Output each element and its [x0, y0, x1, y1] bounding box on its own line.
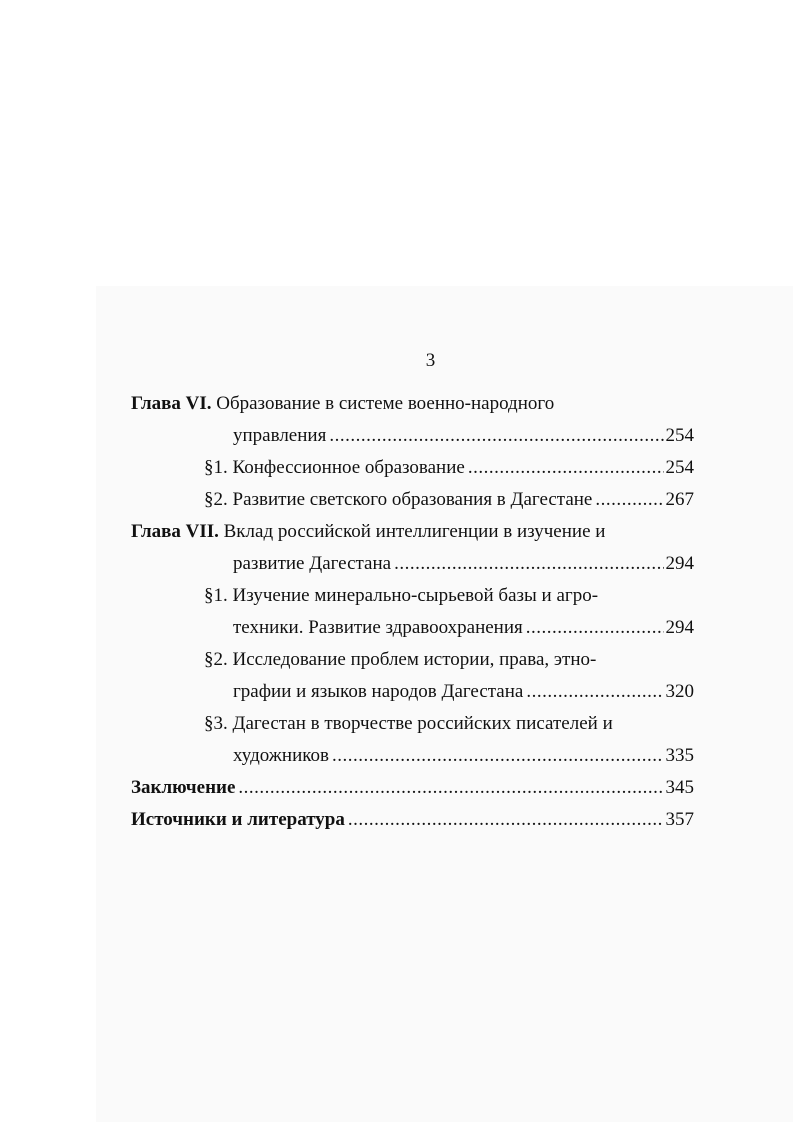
leader-dots: [329, 420, 663, 452]
toc-ch6-section1-page: 254: [665, 457, 694, 478]
toc-ch7-section3-entry: [233, 740, 694, 772]
leader-dots: [526, 676, 663, 708]
leader-dots: [595, 484, 663, 516]
toc-ch7-section1-entry: [233, 612, 694, 644]
toc-sources: [131, 804, 694, 836]
toc-sources-page: 357: [665, 809, 694, 830]
leader-dots: [468, 452, 664, 484]
toc-ch6-section1: [204, 452, 694, 484]
toc-ch6-section1-label: §1. Конфессионное образование: [204, 457, 465, 478]
leader-dots: [348, 804, 664, 836]
toc-chapter6-heading: [131, 388, 693, 420]
leader-dots: [332, 740, 664, 772]
toc-chapter7-title: Вклад российской интеллигенции в изучение и: [223, 521, 606, 542]
toc-ch7-section3-line2: художников: [233, 745, 329, 766]
toc-ch7-section3-page: 335: [665, 745, 694, 766]
toc-ch7-section2-page: 320: [665, 681, 694, 702]
toc-ch7-section1-line2: техники. Развитие здравоохранения: [233, 617, 523, 638]
toc-chapter7-page: 294: [665, 553, 694, 574]
leader-dots: [526, 612, 664, 644]
page-number: 3: [425, 350, 436, 371]
toc-chapter6-page: 254: [665, 425, 694, 446]
toc-ch7-section2-heading: [204, 644, 694, 676]
toc-chapter6-title: Образование в системе военно-народного: [216, 393, 555, 414]
toc-chapter7-heading: [131, 516, 693, 548]
toc-conclusion-label: Заключение: [131, 777, 236, 798]
toc-sources-label: Источники и литература: [131, 809, 345, 830]
toc-ch7-section1-line1: §1. Изучение минерально-сырьевой базы и агро-: [204, 585, 599, 606]
toc-chapter7-entry: [233, 548, 694, 580]
toc-ch7-section1-heading: [204, 580, 694, 612]
toc-conclusion-page: 345: [665, 777, 694, 798]
toc-chapter6-label: Глава VI.: [131, 393, 212, 414]
toc-chapter6-title-cont: управления: [233, 425, 327, 446]
toc-ch7-section3-line1: §3. Дагестан в творчестве российских писателей и: [204, 713, 613, 734]
toc-ch7-section1-page: 294: [665, 617, 694, 638]
toc-ch6-section2: [204, 484, 694, 516]
toc-ch6-section2-page: 267: [665, 489, 694, 510]
toc-ch7-section2-entry: [233, 676, 694, 708]
toc-chapter6-entry: [233, 420, 694, 452]
toc-chapter7-title-cont: развитие Дагестана: [233, 553, 392, 574]
leader-dots: [238, 772, 663, 804]
toc-ch7-section2-line2: графии и языков народов Дагестана: [233, 681, 524, 702]
toc-chapter7-label: Глава VII.: [131, 521, 219, 542]
toc-ch7-section3-heading: [204, 708, 694, 740]
toc-ch7-section2-line1: §2. Исследование проблем истории, права, этно-: [204, 649, 597, 670]
toc-ch6-section2-label: §2. Развитие светского образования в Дагестане: [204, 489, 593, 510]
leader-dots: [394, 548, 663, 580]
toc-conclusion: [131, 772, 694, 804]
